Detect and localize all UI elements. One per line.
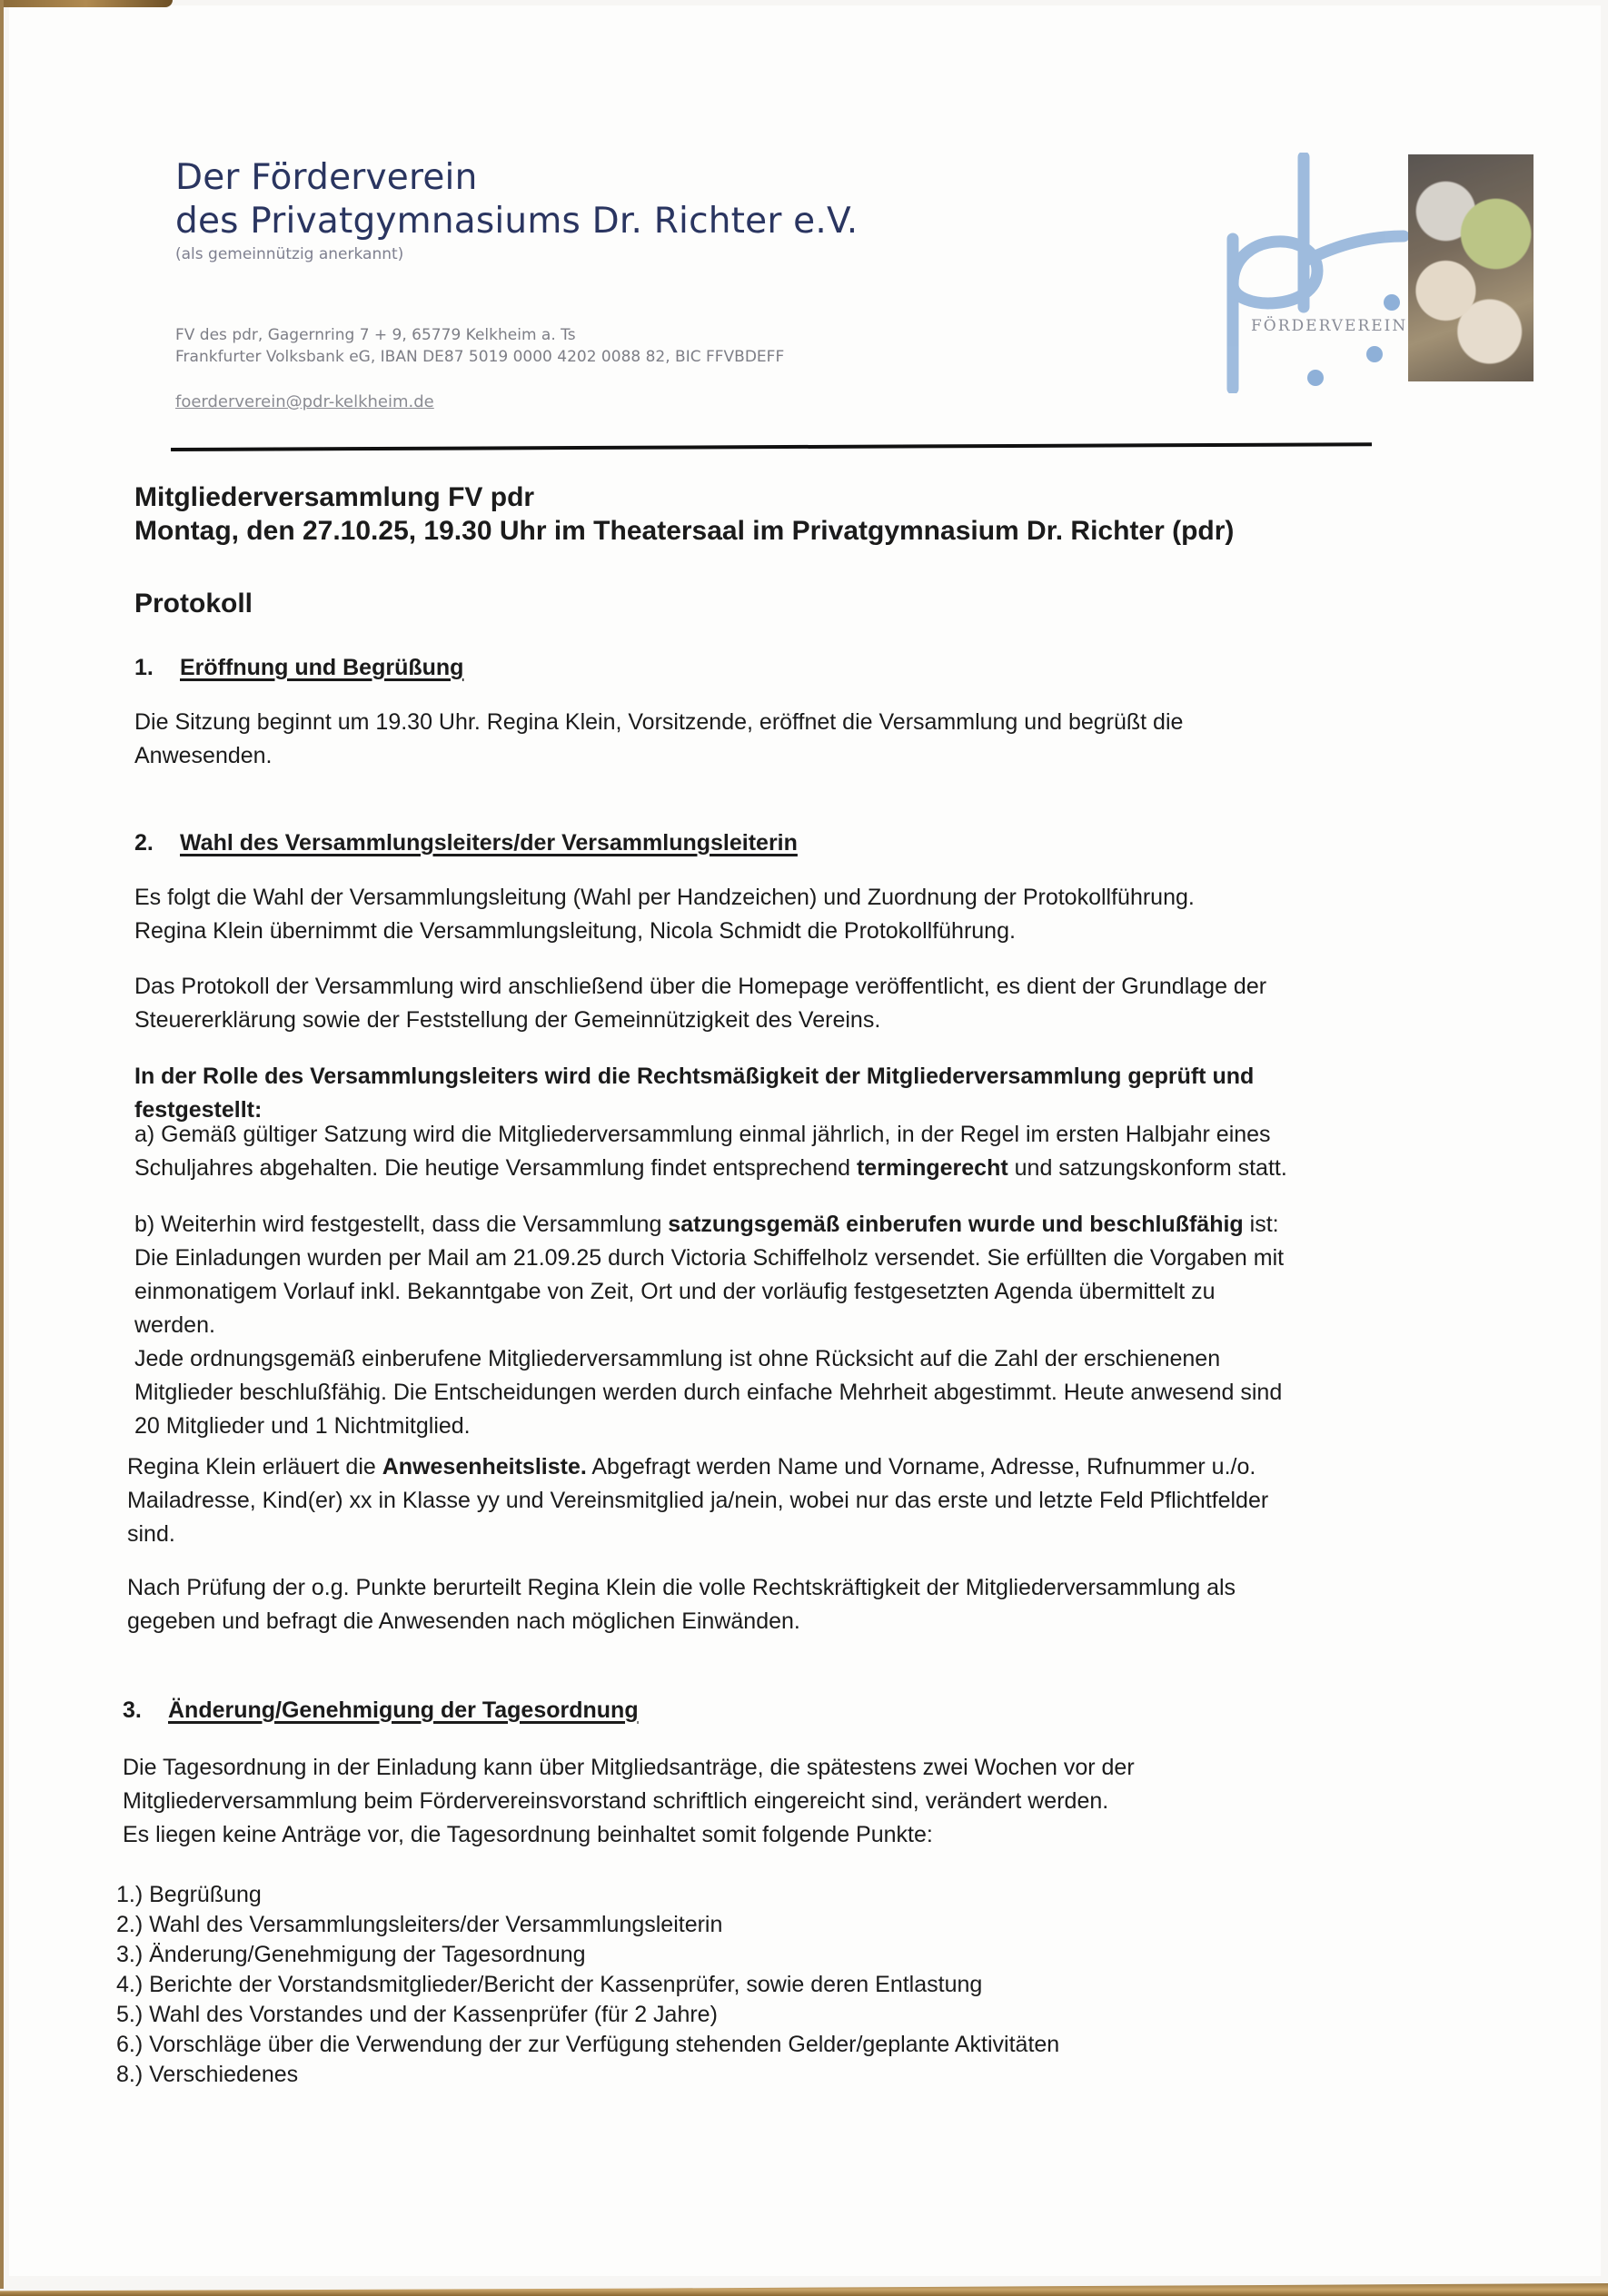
bank-details: Frankfurter Volksbank eG, IBAN DE87 5019 0000 4202 0088 82, BIC FFVBDEFF: [175, 348, 785, 366]
logo-dot-3: [1307, 370, 1324, 386]
paragraph-line: gegeben und befragt die Anwesenden nach möglichen Einwänden.: [127, 1608, 800, 1634]
paragraph-line: Jede ordnungsgemäß einberufene Mitgliederversammlung ist ohne Rücksicht auf die Zahl der erschienenen: [134, 1346, 1221, 1371]
section-1-heading: [134, 651, 463, 685]
pdr-foerderverein-logo: [1213, 153, 1417, 393]
section-number: 3.: [123, 1697, 142, 1723]
text-run: ist:: [1243, 1212, 1279, 1237]
paragraph-line: Die Tagesordnung in der Einladung kann über Mitgliedsanträge, die spätestens zwei Wochen vor der: [123, 1755, 1135, 1780]
meeting-date-location: Montag, den 27.10.25, 19.30 Uhr im Theatersaal im Privatgymnasium Dr. Richter (pdr): [134, 516, 1235, 546]
org-address-block: [175, 324, 784, 368]
table-surface-bottom: [0, 2283, 1608, 2296]
section-number: 2.: [134, 830, 154, 856]
point-b-paragraph: [134, 1208, 1284, 1443]
section-3-heading: [123, 1694, 639, 1727]
paragraph-line: Mailadresse, Kind(er) xx in Klasse yy und Vereinsmitglied ja/nein, wobei nur das erste und letzte Feld Pflichtfelder: [127, 1488, 1269, 1513]
section-1-paragraph: [134, 706, 1183, 773]
paragraph-line: Es liegen keine Anträge vor, die Tagesordnung beinhaltet somit folgende Punkte:: [123, 1822, 933, 1847]
logo-dot-2: [1366, 346, 1383, 362]
paragraph-line: Mitgliederversammlung beim Fördervereinsvorstand schriftlich eingereicht sind, verändert werden.: [123, 1788, 1109, 1814]
paragraph-line: Steuererklärung sowie der Feststellung der Gemeinnützigkeit des Vereins.: [134, 1007, 881, 1033]
table-surface-top: [0, 0, 173, 7]
agenda-item: 2.) Wahl des Versammlungsleiters/der Versammlungsleiterin: [116, 1912, 723, 1937]
legality-heading: [134, 1060, 1254, 1127]
point-a-paragraph: [134, 1118, 1287, 1185]
bold-run: Anwesenheitsliste.: [382, 1454, 587, 1480]
agenda-item: 6.) Vorschläge über die Verwendung der zur Verfügung stehenden Gelder/geplante Aktivitäten: [116, 2032, 1060, 2057]
document-type: Protokoll: [134, 589, 253, 619]
section-2-heading: [134, 826, 798, 860]
paragraph-line: werden.: [134, 1312, 215, 1338]
text-run: b) Weiterhin wird festgestellt, dass die Versammlung: [134, 1212, 669, 1237]
agenda-item: 1.) Begrüßung: [116, 1882, 262, 1907]
text-run: Regina Klein erläuert die: [127, 1454, 382, 1480]
email-link[interactable]: foerderverein@pdr-kelkheim.de: [175, 392, 434, 411]
section-title: Änderung/Genehmigung der Tagesordnung: [168, 1697, 639, 1723]
paragraph-line: Es folgt die Wahl der Versammlungsleitung (Wahl per Handzeichen) und Zuordnung der Protokollführung.: [134, 885, 1195, 910]
paragraph-line: Anwesenden.: [134, 743, 273, 768]
agenda-list: [116, 1880, 1059, 2090]
logo-caption: FÖRDERVEREIN: [1251, 317, 1408, 335]
meeting-title: Mitgliederversammlung FV pdr: [134, 482, 535, 512]
agenda-item: 3.) Änderung/Genehmigung der Tagesordnung: [116, 1942, 586, 1967]
paragraph-line: festgestellt:: [134, 1097, 263, 1123]
logo-r-arc: [1304, 236, 1404, 262]
paragraph-line: Nach Prüfung der o.g. Punkte berurteilt Regina Klein die volle Rechtskräftigkeit der Mitgliederversammlung als: [127, 1575, 1236, 1600]
paragraph-line: Regina Klein übernimmt die Versammlungsleitung, Nicola Schmidt die Protokollführung.: [134, 918, 1016, 944]
paragraph-line: [134, 1208, 1284, 1242]
paragraph-line: 20 Mitglieder und 1 Nichtmitglied.: [134, 1413, 471, 1439]
section-3-paragraph: [123, 1751, 1135, 1852]
postal-address: FV des pdr, Gagernring 7 + 9, 65779 Kelkheim a. Ts: [175, 326, 576, 344]
paragraph-line: a) Gemäß gültiger Satzung wird die Mitgliederversammlung einmal jährlich, in der Regel im ersten Halbjahr eines: [134, 1122, 1271, 1147]
bold-run: termingerecht: [856, 1155, 1008, 1181]
paragraph-line: In der Rolle des Versammlungsleiters wird die Rechtsmäßigkeit der Mitgliederversammlung geprüft und: [134, 1064, 1255, 1089]
section-2-publication-paragraph: [134, 970, 1266, 1037]
paragraph-line: Mitglieder beschlußfähig. Die Entscheidungen werden durch einfache Mehrheit abgestimmt. Heute anwesend sind: [134, 1380, 1283, 1405]
paragraph-line: Das Protokoll der Versammlung wird anschließend über die Homepage veröffentlicht, es dient der Grundlage der: [134, 974, 1267, 999]
section-title: Eröffnung und Begrüßung: [180, 655, 464, 680]
org-name-line1: Der Förderverein: [175, 157, 478, 198]
text-run: Abgefragt werden Name und Vorname, Adresse, Rufnummer u./o.: [586, 1454, 1256, 1480]
org-name-line2: des Privatgymnasiums Dr. Richter e.V.: [175, 201, 859, 242]
section-2-election-paragraph: [134, 881, 1195, 948]
paragraph-line: [127, 1450, 1268, 1484]
org-status: (als gemeinnützig anerkannt): [175, 245, 404, 263]
bold-run: satzungsgemäß einberufen wurde und beschlußfähig: [668, 1212, 1244, 1237]
paragraph-line: einmonatigem Vorlauf inkl. Bekanntgabe von Zeit, Ort und der vorläufig festgesetzten Agenda übermittelt zu: [134, 1279, 1216, 1304]
section-title: Wahl des Versammlungsleiters/der Versammlungsleiterin: [180, 830, 798, 856]
table-surface-left: [0, 0, 4, 2289]
students-photo: [1408, 154, 1534, 381]
agenda-item: 8.) Verschiedenes: [116, 2062, 299, 2087]
conclusion-paragraph: [127, 1571, 1236, 1638]
attendance-list-paragraph: [127, 1450, 1268, 1551]
text-run: Schuljahres abgehalten. Die heutige Versammlung findet entsprechend: [134, 1155, 857, 1181]
organization-name: [175, 156, 858, 263]
agenda-item: 4.) Berichte der Vorstandsmitglieder/Bericht der Kassenprüfer, sowie deren Entlastung: [116, 1972, 983, 1997]
logo-dot-1: [1384, 294, 1400, 311]
paragraph-line: sind.: [127, 1521, 175, 1547]
section-number: 1.: [134, 655, 154, 680]
paragraph-line: [134, 1152, 1287, 1185]
paragraph-line: Die Sitzung beginnt um 19.30 Uhr. Regina Klein, Vorsitzende, eröffnet die Versammlung und begrüßt die: [134, 709, 1184, 735]
agenda-item: 5.) Wahl des Vorstandes und der Kassenprüfer (für 2 Jahre): [116, 2002, 718, 2027]
paragraph-line: Die Einladungen wurden per Mail am 21.09.25 durch Victoria Schiffelholz versendet. Sie erfüllten die Vorgaben mit: [134, 1245, 1285, 1271]
text-run: und satzungskonform statt.: [1007, 1155, 1287, 1181]
